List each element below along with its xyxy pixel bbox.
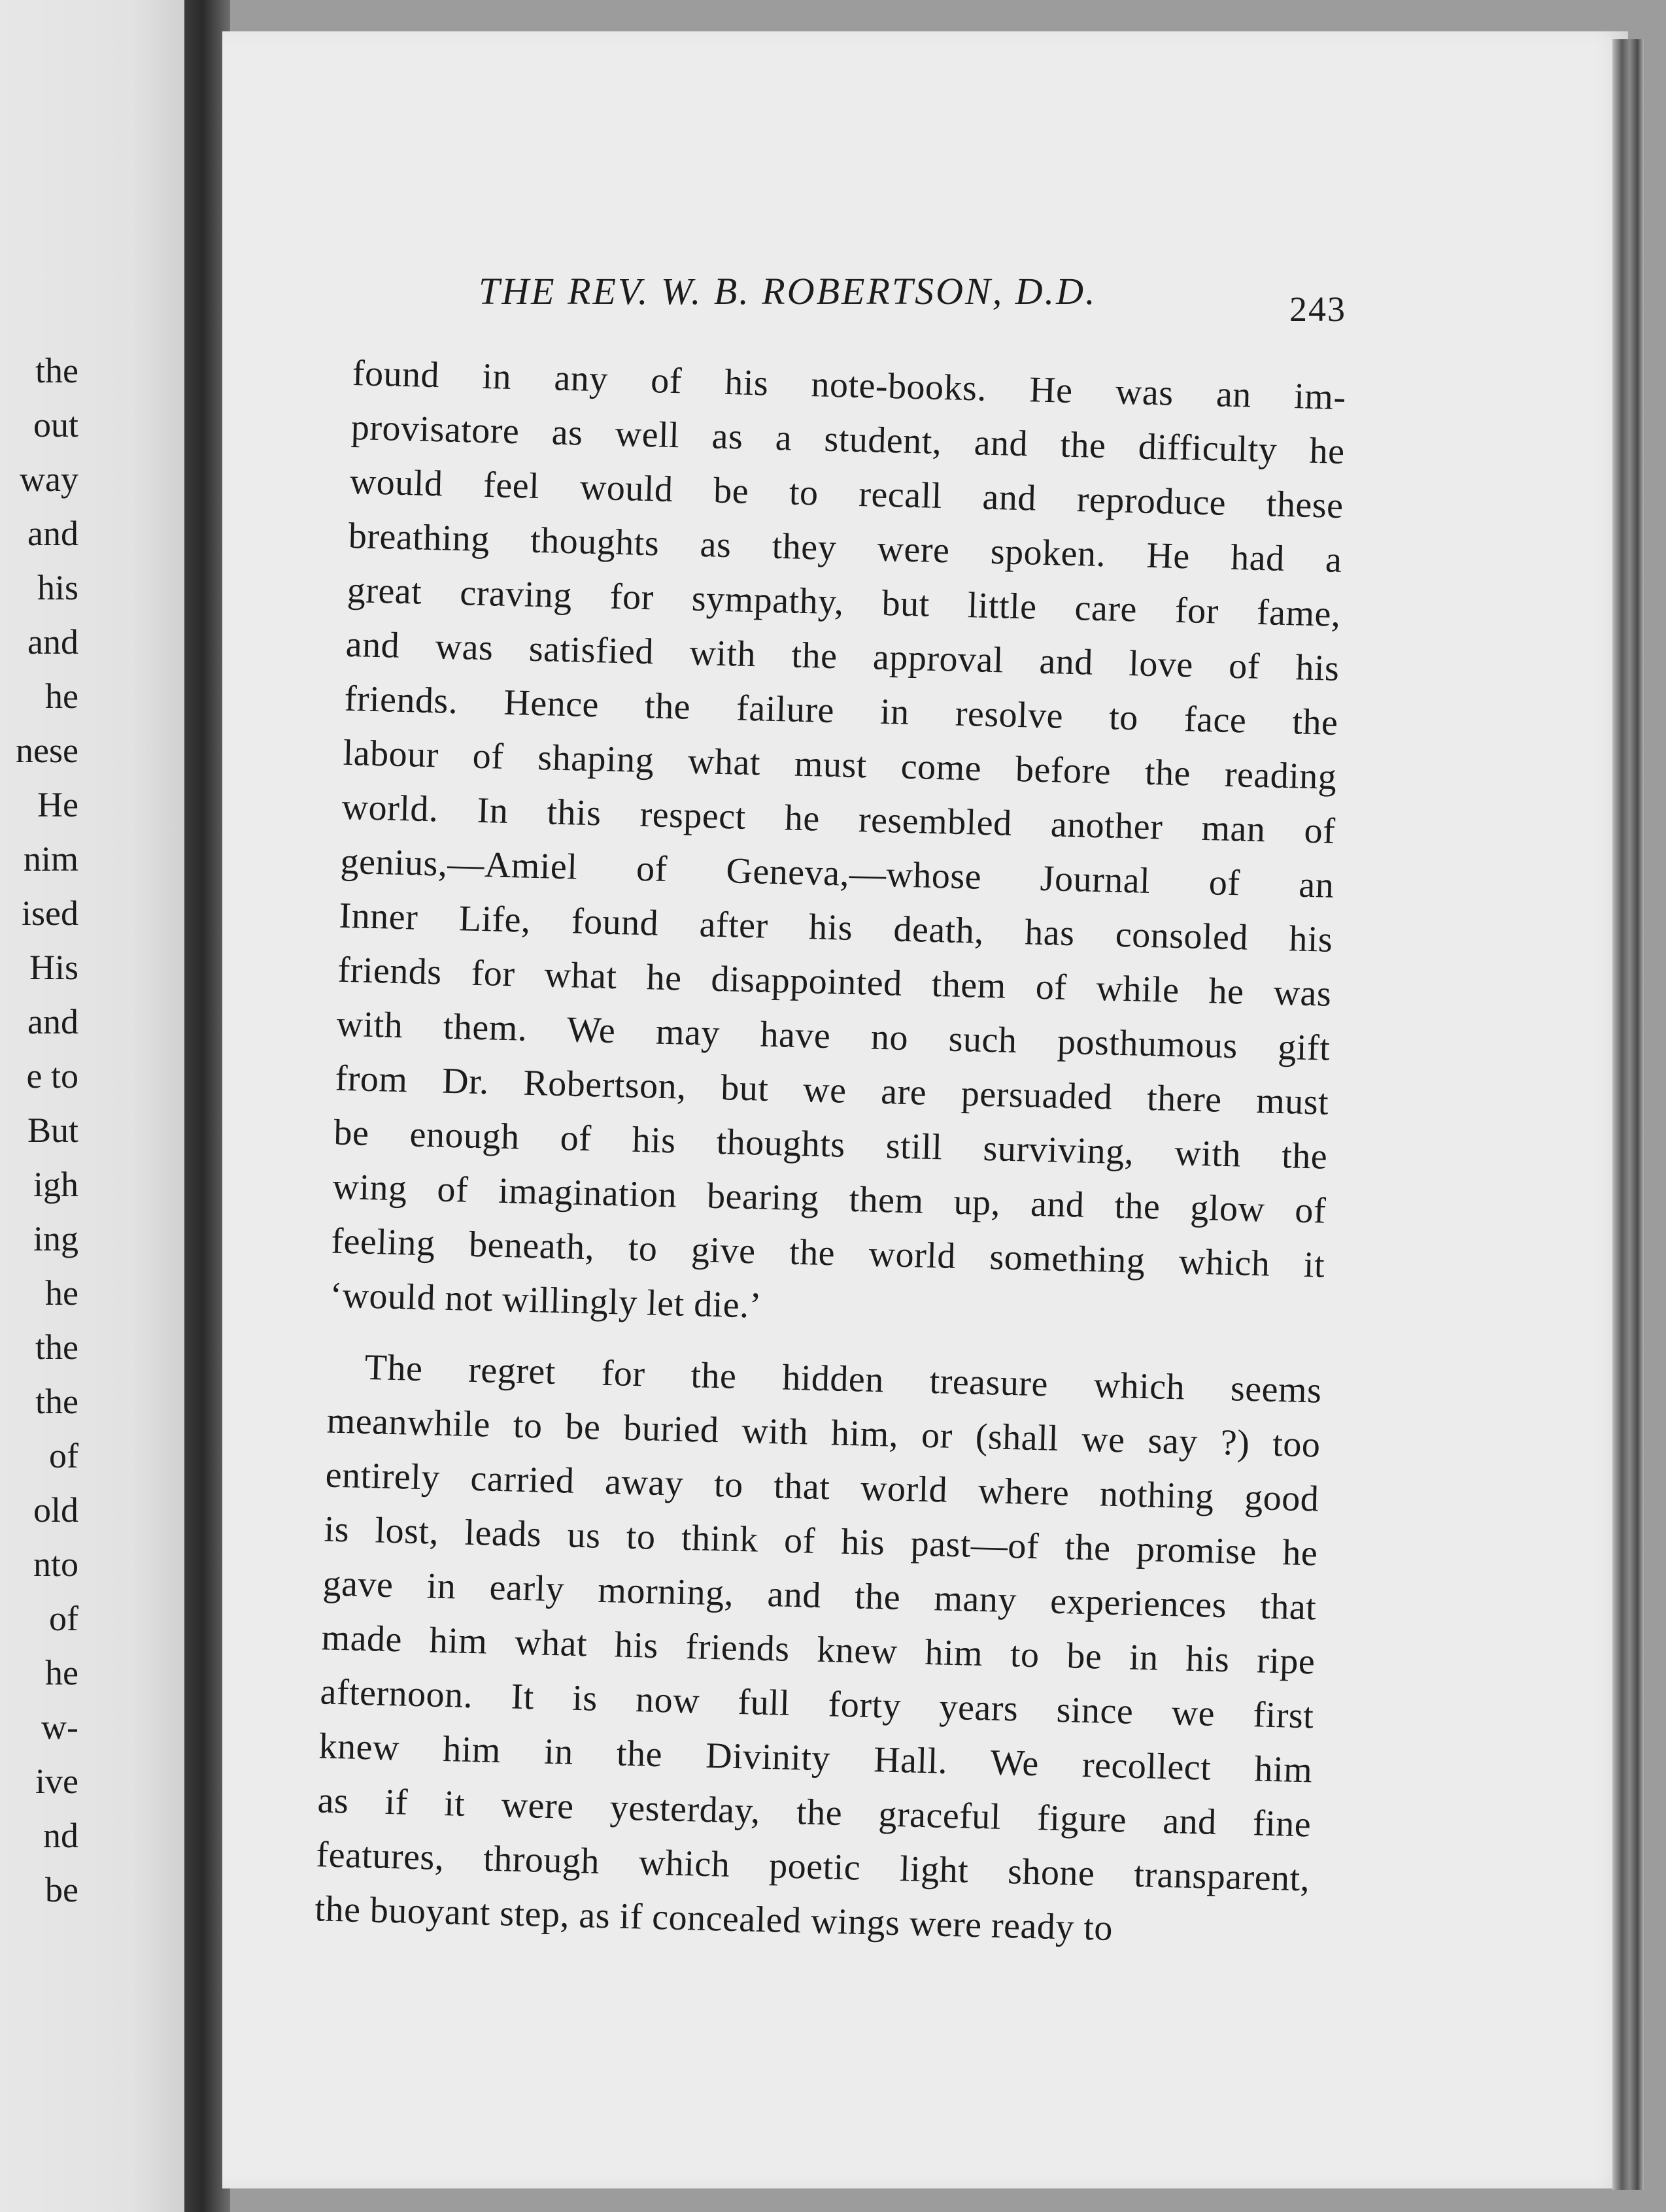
- text-line: would feel would be to recall and reproduce these: [349, 461, 1344, 527]
- text-line: and was satisfied with the approval and love of his: [345, 624, 1340, 689]
- edge-word: But: [27, 1111, 78, 1150]
- body-text: [314, 346, 1347, 1960]
- edge-word: ised: [22, 894, 78, 933]
- edge-word: he: [45, 1273, 78, 1313]
- edge-word: and: [27, 622, 78, 662]
- edge-word: igh: [33, 1165, 78, 1204]
- text-line: the buoyant step, as if concealed wings were ready to: [314, 1888, 1114, 1949]
- edge-word: the: [35, 351, 78, 390]
- edge-word: He: [37, 785, 78, 824]
- text-line: feeling beneath, to give the world something which it: [330, 1220, 1325, 1286]
- text-line: breathing thoughts as they were spoken. He had a: [348, 515, 1343, 581]
- paragraph: [314, 1340, 1323, 1961]
- edge-word: he: [45, 677, 78, 716]
- text-line: wing of imagination bearing them up, and the glow of: [332, 1166, 1327, 1232]
- text-line: great craving for sympathy, but little care for fame,: [347, 569, 1342, 635]
- text-line: from Dr. Robertson, but we are persuaded there must: [334, 1058, 1329, 1123]
- text-line: genius,—Amiel of Geneva,—whose Journal of an: [339, 841, 1335, 906]
- edge-word: nd: [43, 1816, 78, 1855]
- text-line: world. In this respect he resembled another man of: [341, 786, 1336, 852]
- edge-word: of: [49, 1599, 78, 1638]
- text-line: as if it were yesterday, the graceful figure and fine: [316, 1780, 1312, 1845]
- edge-word: w-: [41, 1707, 78, 1747]
- paragraph: [329, 346, 1346, 1347]
- text-line: gave in early morning, and the many experiences that: [322, 1563, 1318, 1628]
- edge-word: the: [35, 1382, 78, 1421]
- edge-word: way: [20, 460, 78, 499]
- page-number: 243: [1289, 290, 1346, 329]
- text-line: ‘would not willingly let die.’: [329, 1275, 762, 1326]
- edge-word: ing: [33, 1219, 78, 1258]
- text-line: Inner Life, found after his death, has consoled his: [338, 895, 1334, 960]
- text-line: made him what his friends knew him to be in his ripe: [320, 1617, 1316, 1683]
- text-line: is lost, leads us to think of his past—of the promise he: [324, 1509, 1319, 1574]
- text-line: with them. We may have no such posthumous gift: [335, 1003, 1331, 1069]
- edge-word: and: [27, 1002, 78, 1041]
- edge-word: nto: [33, 1545, 78, 1584]
- text-line: The regret for the hidden treasure which seems: [364, 1347, 1323, 1411]
- running-title: THE REV. W. B. ROBERTSON, D.D.: [479, 270, 1097, 312]
- edge-word: out: [33, 405, 78, 444]
- text-line: friends. Hence the failure in resolve to face the: [344, 678, 1339, 743]
- text-line: features, through which poetic light shone transparent,: [315, 1834, 1310, 1900]
- edge-word: the: [35, 1328, 78, 1367]
- text-line: provisatore as well as a student, and the difficulty he: [350, 407, 1346, 473]
- edge-word: he: [45, 1653, 78, 1692]
- text-line: meanwhile to be buried with him, or (shall we say ?) too: [326, 1400, 1321, 1466]
- edge-word: of: [49, 1436, 78, 1475]
- text-line: entirely carried away to that world where nothing good: [325, 1454, 1320, 1520]
- edge-word: old: [33, 1490, 78, 1530]
- edge-word: His: [29, 948, 78, 987]
- text-line: labour of shaping what must come before the reading: [343, 732, 1338, 797]
- edge-word: and: [27, 514, 78, 553]
- edge-word: his: [37, 568, 78, 607]
- text-line: be enough of his thoughts still surviving, with the: [333, 1112, 1328, 1177]
- text-line: afternoon. It is now full forty years since we first: [319, 1671, 1314, 1737]
- edge-word: e to: [26, 1056, 78, 1096]
- text-line: found in any of his note-books. He was an im-: [352, 352, 1347, 418]
- edge-word: be: [45, 1870, 78, 1909]
- edge-word: ive: [35, 1762, 78, 1801]
- text-line: friends for what he disappointed them of while he was: [337, 949, 1332, 1014]
- text-line: knew him in the Divinity Hall. We recollect him: [318, 1726, 1313, 1791]
- edge-word: nese: [16, 731, 78, 770]
- page-fore-edge: [1612, 39, 1644, 2190]
- edge-word: nim: [23, 839, 78, 879]
